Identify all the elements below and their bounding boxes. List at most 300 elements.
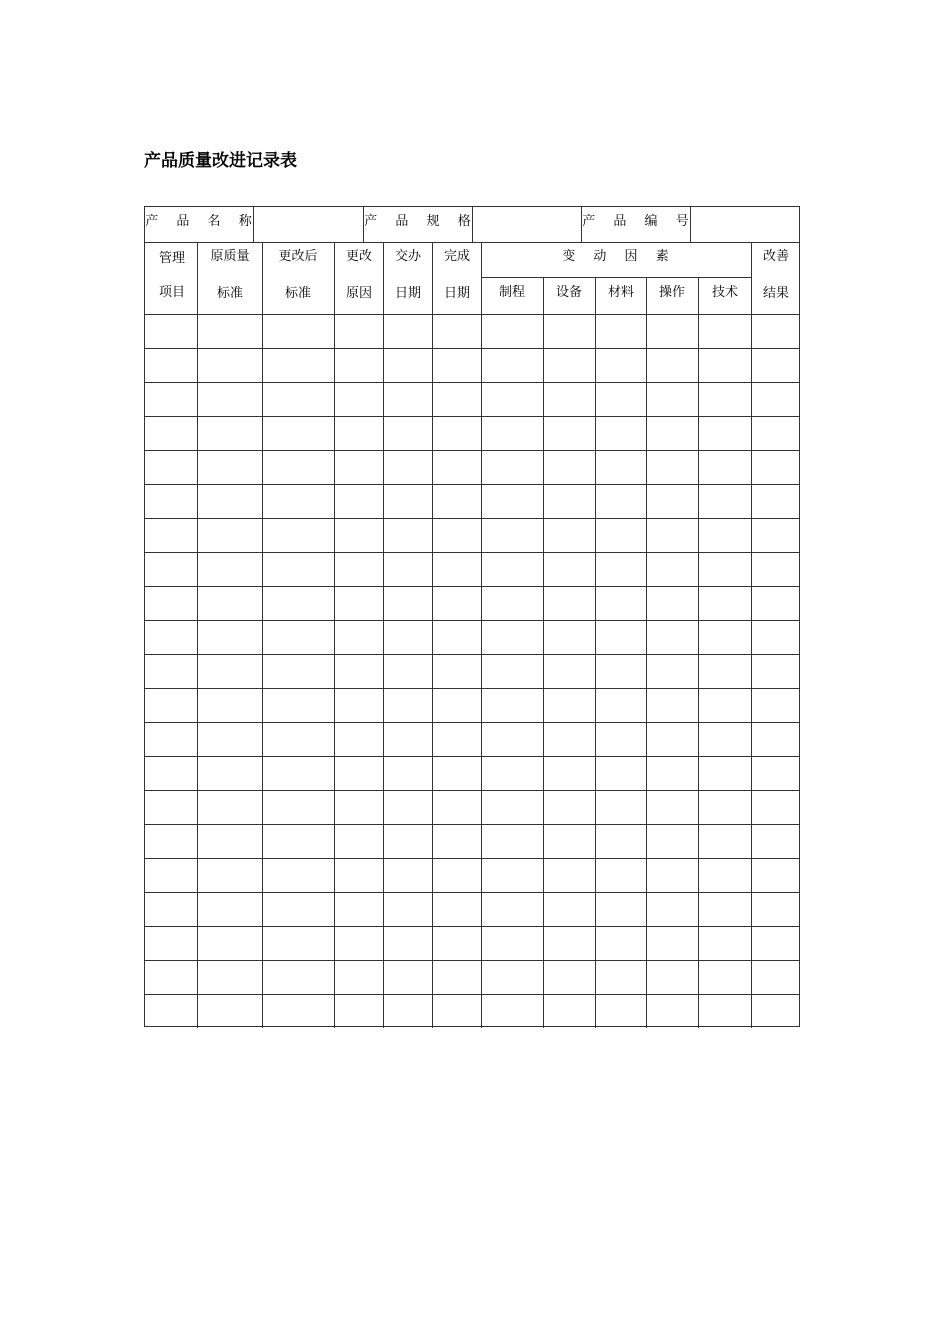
table-cell[interactable] [336, 520, 381, 550]
table-cell[interactable] [264, 894, 332, 924]
table-cell[interactable] [545, 724, 593, 754]
table-cell[interactable] [753, 996, 797, 1026]
table-cell[interactable] [483, 724, 541, 754]
table-cell[interactable] [434, 962, 479, 992]
table-cell[interactable] [753, 962, 797, 992]
table-cell[interactable] [545, 554, 593, 584]
table-cell[interactable] [597, 724, 644, 754]
quality-improvement-table [144, 206, 800, 1027]
table-cell[interactable] [336, 384, 381, 414]
table-cell[interactable] [483, 962, 541, 992]
table-cell[interactable] [336, 860, 381, 890]
product-code-field[interactable] [695, 209, 795, 239]
table-cell[interactable] [434, 350, 479, 380]
header-complete-date: 日期 [443, 286, 471, 301]
table-cell[interactable] [753, 928, 797, 958]
table-cell[interactable] [545, 588, 593, 618]
header-change-reason: 原因 [345, 286, 373, 301]
table-cell[interactable] [545, 894, 593, 924]
table-cell[interactable] [336, 588, 381, 618]
row-divider [145, 858, 800, 859]
table-cell[interactable] [199, 724, 260, 754]
table-cell[interactable] [264, 690, 332, 720]
table-cell[interactable] [385, 690, 430, 720]
header-management-item: 管理 [158, 251, 186, 266]
table-cell[interactable] [385, 588, 430, 618]
header-assign-date: 交办 [394, 249, 422, 264]
table-cell[interactable] [597, 554, 644, 584]
table-cell[interactable] [264, 452, 332, 482]
table-cell[interactable] [264, 792, 332, 822]
table-cell[interactable] [545, 792, 593, 822]
table-cell[interactable] [545, 350, 593, 380]
table-cell[interactable] [147, 894, 195, 924]
table-cell[interactable] [753, 690, 797, 720]
row-divider [145, 484, 800, 485]
table-cell[interactable] [434, 928, 479, 958]
table-cell[interactable] [700, 554, 749, 584]
table-cell[interactable] [483, 520, 541, 550]
row-divider [145, 926, 800, 927]
product-spec-label: 产 品 规 格 [364, 214, 478, 229]
table-cell[interactable] [434, 622, 479, 652]
table-cell[interactable] [597, 758, 644, 788]
table-cell[interactable] [700, 758, 749, 788]
table-cell[interactable] [336, 316, 381, 346]
table-cell[interactable] [199, 656, 260, 686]
table-cell[interactable] [545, 996, 593, 1026]
table-cell[interactable] [753, 350, 797, 380]
table-cell[interactable] [483, 316, 541, 346]
table-cell[interactable] [483, 894, 541, 924]
row-divider [145, 654, 800, 655]
table-cell[interactable] [385, 792, 430, 822]
table-cell[interactable] [753, 384, 797, 414]
row-divider [145, 892, 800, 893]
table-cell[interactable] [147, 554, 195, 584]
table-cell[interactable] [597, 894, 644, 924]
table-cell[interactable] [434, 792, 479, 822]
table-cell[interactable] [597, 656, 644, 686]
table-cell[interactable] [199, 894, 260, 924]
table-cell[interactable] [648, 316, 696, 346]
page-title: 产品质量改进记录表 [144, 151, 297, 171]
table-cell[interactable] [597, 792, 644, 822]
table-cell[interactable] [147, 826, 195, 856]
table-cell[interactable] [385, 520, 430, 550]
table-cell[interactable] [483, 418, 541, 448]
row-divider [145, 416, 800, 417]
table-cell[interactable] [700, 962, 749, 992]
table-cell[interactable] [385, 758, 430, 788]
table-cell[interactable] [336, 350, 381, 380]
table-cell[interactable] [700, 316, 749, 346]
table-cell[interactable] [483, 452, 541, 482]
table-cell[interactable] [648, 622, 696, 652]
table-cell[interactable] [545, 758, 593, 788]
table-cell[interactable] [597, 588, 644, 618]
table-cell[interactable] [753, 622, 797, 652]
table-cell[interactable] [434, 452, 479, 482]
table-cell[interactable] [483, 996, 541, 1026]
table-cell[interactable] [385, 554, 430, 584]
table-cell[interactable] [700, 452, 749, 482]
table-cell[interactable] [648, 384, 696, 414]
table-cell[interactable] [700, 588, 749, 618]
table-cell[interactable] [199, 588, 260, 618]
table-cell[interactable] [700, 622, 749, 652]
table-cell[interactable] [545, 860, 593, 890]
header-management-item: 项目 [158, 285, 186, 300]
table-cell[interactable] [545, 384, 593, 414]
table-cell[interactable] [199, 928, 260, 958]
table-cell[interactable] [753, 826, 797, 856]
table-cell[interactable] [264, 622, 332, 652]
table-cell[interactable] [700, 894, 749, 924]
header-new-standard: 标准 [284, 286, 312, 301]
table-cell[interactable] [597, 384, 644, 414]
table-cell[interactable] [199, 486, 260, 516]
table-cell[interactable] [648, 486, 696, 516]
table-cell[interactable] [648, 996, 696, 1026]
table-cell[interactable] [147, 656, 195, 686]
table-cell[interactable] [434, 860, 479, 890]
table-cell[interactable] [434, 996, 479, 1026]
table-cell[interactable] [147, 928, 195, 958]
table-cell[interactable] [147, 350, 195, 380]
table-cell[interactable] [700, 724, 749, 754]
table-cell[interactable] [648, 826, 696, 856]
product-spec-field[interactable] [476, 209, 576, 239]
table-cell[interactable] [199, 826, 260, 856]
table-cell[interactable] [648, 724, 696, 754]
table-cell[interactable] [264, 486, 332, 516]
header-original-standard: 标准 [216, 286, 244, 301]
table-cell[interactable] [199, 316, 260, 346]
table-cell[interactable] [597, 622, 644, 652]
table-cell[interactable] [648, 350, 696, 380]
table-cell[interactable] [434, 894, 479, 924]
table-cell[interactable] [147, 418, 195, 448]
header-improvement-result: 结果 [762, 286, 790, 301]
table-cell[interactable] [753, 724, 797, 754]
table-cell[interactable] [648, 418, 696, 448]
table-cell[interactable] [385, 996, 430, 1026]
table-cell[interactable] [147, 452, 195, 482]
table-cell[interactable] [385, 384, 430, 414]
table-cell[interactable] [199, 452, 260, 482]
table-cell[interactable] [545, 690, 593, 720]
table-cell[interactable] [385, 894, 430, 924]
table-cell[interactable] [597, 418, 644, 448]
table-cell[interactable] [336, 452, 381, 482]
table-cell[interactable] [199, 792, 260, 822]
table-cell[interactable] [700, 486, 749, 516]
product-code-label: 产 品 编 号 [582, 214, 696, 229]
table-cell[interactable] [597, 486, 644, 516]
table-cell[interactable] [385, 724, 430, 754]
table-cell[interactable] [385, 860, 430, 890]
table-cell[interactable] [753, 860, 797, 890]
table-cell[interactable] [700, 860, 749, 890]
table-cell[interactable] [545, 826, 593, 856]
column-divider [646, 277, 647, 1028]
table-cell[interactable] [700, 928, 749, 958]
table-cell[interactable] [336, 724, 381, 754]
table-cell[interactable] [434, 826, 479, 856]
table-cell[interactable] [700, 520, 749, 550]
table-cell[interactable] [753, 486, 797, 516]
table-cell[interactable] [700, 792, 749, 822]
table-cell[interactable] [264, 860, 332, 890]
table-cell[interactable] [545, 316, 593, 346]
table-cell[interactable] [385, 928, 430, 958]
header-factor-process: 制程 [498, 285, 526, 300]
table-cell[interactable] [545, 962, 593, 992]
table-cell[interactable] [648, 792, 696, 822]
row-divider [145, 552, 800, 553]
table-cell[interactable] [700, 350, 749, 380]
table-cell[interactable] [385, 486, 430, 516]
table-cell[interactable] [385, 418, 430, 448]
column-divider [432, 242, 433, 1028]
table-cell[interactable] [483, 928, 541, 958]
table-cell[interactable] [199, 418, 260, 448]
table-cell[interactable] [199, 996, 260, 1026]
table-cell[interactable] [147, 486, 195, 516]
info-row-bottom-line [145, 242, 800, 243]
table-cell[interactable] [336, 656, 381, 686]
table-cell[interactable] [264, 962, 332, 992]
table-cell[interactable] [753, 588, 797, 618]
table-cell[interactable] [648, 520, 696, 550]
table-cell[interactable] [336, 690, 381, 720]
table-cell[interactable] [753, 792, 797, 822]
table-cell[interactable] [483, 350, 541, 380]
table-cell[interactable] [483, 690, 541, 720]
table-cell[interactable] [648, 860, 696, 890]
table-cell[interactable] [483, 554, 541, 584]
table-cell[interactable] [199, 690, 260, 720]
header-assign-date: 日期 [394, 286, 422, 301]
table-cell[interactable] [434, 384, 479, 414]
table-cell[interactable] [597, 316, 644, 346]
table-cell[interactable] [545, 452, 593, 482]
table-cell[interactable] [648, 758, 696, 788]
table-cell[interactable] [483, 486, 541, 516]
table-cell[interactable] [199, 384, 260, 414]
table-cell[interactable] [483, 758, 541, 788]
table-cell[interactable] [264, 554, 332, 584]
table-cell[interactable] [264, 996, 332, 1026]
table-cell[interactable] [385, 622, 430, 652]
table-cell[interactable] [597, 452, 644, 482]
table-cell[interactable] [434, 486, 479, 516]
table-cell[interactable] [385, 350, 430, 380]
table-cell[interactable] [648, 962, 696, 992]
table-cell[interactable] [385, 316, 430, 346]
table-cell[interactable] [700, 996, 749, 1026]
table-cell[interactable] [648, 452, 696, 482]
table-cell[interactable] [264, 350, 332, 380]
header-change-reason: 更改 [345, 249, 373, 264]
table-cell[interactable] [545, 656, 593, 686]
table-cell[interactable] [434, 656, 479, 686]
table-cell[interactable] [753, 758, 797, 788]
table-cell[interactable] [434, 520, 479, 550]
table-cell[interactable] [147, 316, 195, 346]
table-cell[interactable] [385, 962, 430, 992]
table-cell[interactable] [147, 996, 195, 1026]
factors-subheader-line [481, 277, 751, 278]
table-cell[interactable] [147, 622, 195, 652]
table-cell[interactable] [483, 860, 541, 890]
table-cell[interactable] [545, 622, 593, 652]
table-cell[interactable] [700, 690, 749, 720]
column-divider [197, 242, 198, 1028]
row-divider [145, 518, 800, 519]
table-cell[interactable] [483, 384, 541, 414]
row-divider [145, 790, 800, 791]
table-cell[interactable] [336, 418, 381, 448]
table-cell[interactable] [336, 962, 381, 992]
table-cell[interactable] [199, 758, 260, 788]
table-cell[interactable] [648, 894, 696, 924]
table-cell[interactable] [147, 792, 195, 822]
table-cell[interactable] [199, 622, 260, 652]
table-cell[interactable] [336, 996, 381, 1026]
table-cell[interactable] [483, 588, 541, 618]
table-cell[interactable] [147, 758, 195, 788]
table-cell[interactable] [147, 962, 195, 992]
table-cell[interactable] [264, 316, 332, 346]
product-name-label: 产 品 名 称 [145, 214, 259, 229]
table-cell[interactable] [434, 554, 479, 584]
row-divider [145, 688, 800, 689]
table-cell[interactable] [483, 792, 541, 822]
row-divider [145, 960, 800, 961]
table-cell[interactable] [264, 520, 332, 550]
table-cell[interactable] [199, 860, 260, 890]
table-cell[interactable] [147, 724, 195, 754]
column-divider [262, 242, 263, 1028]
table-cell[interactable] [753, 452, 797, 482]
table-cell[interactable] [264, 724, 332, 754]
table-cell[interactable] [336, 622, 381, 652]
table-cell[interactable] [700, 656, 749, 686]
table-cell[interactable] [385, 656, 430, 686]
row-divider [145, 450, 800, 451]
column-divider [383, 242, 384, 1028]
table-cell[interactable] [545, 928, 593, 958]
table-cell[interactable] [385, 826, 430, 856]
table-cell[interactable] [147, 384, 195, 414]
row-divider [145, 824, 800, 825]
table-cell[interactable] [147, 860, 195, 890]
table-cell[interactable] [199, 554, 260, 584]
table-cell[interactable] [199, 962, 260, 992]
table-cell[interactable] [336, 554, 381, 584]
table-cell[interactable] [336, 758, 381, 788]
table-cell[interactable] [264, 384, 332, 414]
header-original-standard: 原质量 [210, 249, 250, 264]
header-factor-material: 材料 [607, 285, 635, 300]
table-cell[interactable] [385, 452, 430, 482]
table-cell[interactable] [483, 656, 541, 686]
header-complete-date: 完成 [443, 249, 471, 264]
table-cell[interactable] [597, 520, 644, 550]
table-cell[interactable] [597, 350, 644, 380]
table-cell[interactable] [264, 826, 332, 856]
table-cell[interactable] [597, 962, 644, 992]
row-divider [145, 756, 800, 757]
table-cell[interactable] [753, 520, 797, 550]
table-cell[interactable] [597, 928, 644, 958]
table-cell[interactable] [597, 826, 644, 856]
column-divider [543, 277, 544, 1028]
table-cell[interactable] [753, 894, 797, 924]
table-cell[interactable] [545, 520, 593, 550]
table-cell[interactable] [597, 996, 644, 1026]
row-divider [145, 348, 800, 349]
table-cell[interactable] [147, 690, 195, 720]
table-cell[interactable] [147, 520, 195, 550]
table-cell[interactable] [597, 690, 644, 720]
table-cell[interactable] [648, 928, 696, 958]
table-cell[interactable] [336, 826, 381, 856]
table-cell[interactable] [753, 554, 797, 584]
table-cell[interactable] [700, 384, 749, 414]
table-cell[interactable] [597, 860, 644, 890]
header-bottom-line [145, 314, 800, 315]
table-cell[interactable] [264, 588, 332, 618]
table-cell[interactable] [434, 690, 479, 720]
table-cell[interactable] [545, 486, 593, 516]
table-cell[interactable] [753, 316, 797, 346]
table-cell[interactable] [648, 554, 696, 584]
table-cell[interactable] [483, 826, 541, 856]
table-cell[interactable] [700, 826, 749, 856]
table-cell[interactable] [147, 588, 195, 618]
table-cell[interactable] [336, 894, 381, 924]
table-cell[interactable] [545, 418, 593, 448]
table-cell[interactable] [434, 418, 479, 448]
table-cell[interactable] [336, 792, 381, 822]
table-cell[interactable] [648, 656, 696, 686]
table-cell[interactable] [264, 928, 332, 958]
table-cell[interactable] [336, 486, 381, 516]
table-cell[interactable] [700, 418, 749, 448]
table-cell[interactable] [199, 520, 260, 550]
table-cell[interactable] [434, 758, 479, 788]
header-factor-technique: 技术 [711, 285, 739, 300]
table-cell[interactable] [648, 588, 696, 618]
table-cell[interactable] [753, 418, 797, 448]
table-cell[interactable] [434, 316, 479, 346]
table-cell[interactable] [648, 690, 696, 720]
table-cell[interactable] [434, 724, 479, 754]
table-cell[interactable] [434, 588, 479, 618]
row-divider [145, 994, 800, 995]
table-cell[interactable] [264, 656, 332, 686]
table-cell[interactable] [264, 758, 332, 788]
product-name-field[interactable] [258, 209, 358, 239]
table-cell[interactable] [753, 656, 797, 686]
table-cell[interactable] [483, 622, 541, 652]
table-cell[interactable] [199, 350, 260, 380]
table-cell[interactable] [336, 928, 381, 958]
table-cell[interactable] [264, 418, 332, 448]
